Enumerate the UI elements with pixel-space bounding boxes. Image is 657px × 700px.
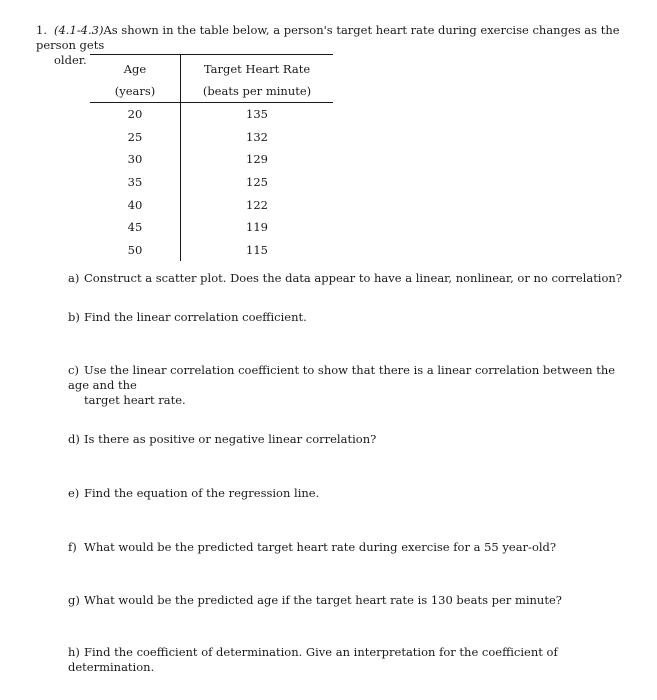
rate-cell: 125 — [246, 175, 268, 190]
question-label: g) — [68, 593, 80, 607]
age-cell: 25 — [90, 126, 181, 149]
question-g — [68, 593, 638, 608]
table-header-row — [90, 55, 333, 81]
age-cell: 35 — [90, 171, 181, 194]
table-header-units-row — [90, 80, 333, 103]
rate-cell: 122 — [246, 197, 268, 212]
problem-number: 1. — [36, 23, 47, 37]
age-cell: 20 — [90, 103, 181, 126]
question-text-continued: target heart rate. — [84, 393, 186, 407]
question-label: h) — [68, 645, 80, 659]
question-h — [68, 645, 638, 675]
rate-cell: 119 — [246, 220, 268, 235]
question-a — [68, 271, 638, 286]
question-text: What would be the predicted target heart rate during exercise for a 55 year-old? — [84, 540, 557, 554]
question-label: f) — [68, 540, 77, 554]
table-row — [90, 171, 333, 194]
question-label: b) — [68, 310, 80, 324]
question-label: d) — [68, 432, 80, 446]
table-row — [90, 193, 333, 216]
table-row — [90, 148, 333, 171]
question-text: Find the linear correlation coefficient. — [84, 310, 307, 324]
question-label: e) — [68, 486, 80, 500]
age-cell: 45 — [90, 216, 181, 239]
header-age-units: (years) — [90, 80, 181, 103]
table-row — [90, 103, 333, 126]
age-cell: 50 — [90, 239, 181, 262]
header-rate-units: (beats per minute) — [181, 80, 334, 103]
table-row — [90, 239, 333, 262]
rate-cell: 129 — [246, 152, 268, 167]
rate-cell: 135 — [246, 107, 268, 122]
header-target-heart-rate: Target Heart Rate — [181, 55, 334, 81]
age-cell: 30 — [90, 148, 181, 171]
age-cell: 40 — [90, 193, 181, 216]
question-text: Use the linear correlation coefficient to show that there is a linear correlation between the age and the — [68, 363, 616, 392]
question-text: What would be the predicted age if the target heart rate is 130 beats per minute? — [84, 593, 562, 607]
rate-cell: 115 — [246, 242, 268, 257]
problem-text-line1: As shown in the table below, a person's target heart rate during exercise changes as the person gets — [36, 23, 620, 52]
header-age: Age — [90, 55, 181, 81]
table-row — [90, 126, 333, 149]
question-d — [68, 432, 638, 447]
question-text: Construct a scatter plot. Does the data appear to have a linear, nonlinear, or no correlation? — [84, 271, 622, 285]
table-row — [90, 216, 333, 239]
question-label: a) — [68, 271, 80, 285]
question-e — [68, 486, 638, 501]
question-text: Find the equation of the regression line. — [84, 486, 320, 500]
problem-reference: (4.1-4.3) — [54, 23, 104, 37]
question-b — [68, 310, 638, 325]
question-c — [68, 363, 638, 408]
problem-text-line2: older. — [54, 53, 87, 67]
rate-cell: 132 — [246, 129, 268, 144]
question-text: Is there as positive or negative linear correlation? — [84, 432, 377, 446]
question-label: c) — [68, 363, 79, 377]
question-text: Find the coefficient of determination. Give an interpretation for the coefficient of determination. — [68, 645, 558, 674]
question-f — [68, 540, 638, 555]
heart-rate-table — [90, 54, 333, 261]
